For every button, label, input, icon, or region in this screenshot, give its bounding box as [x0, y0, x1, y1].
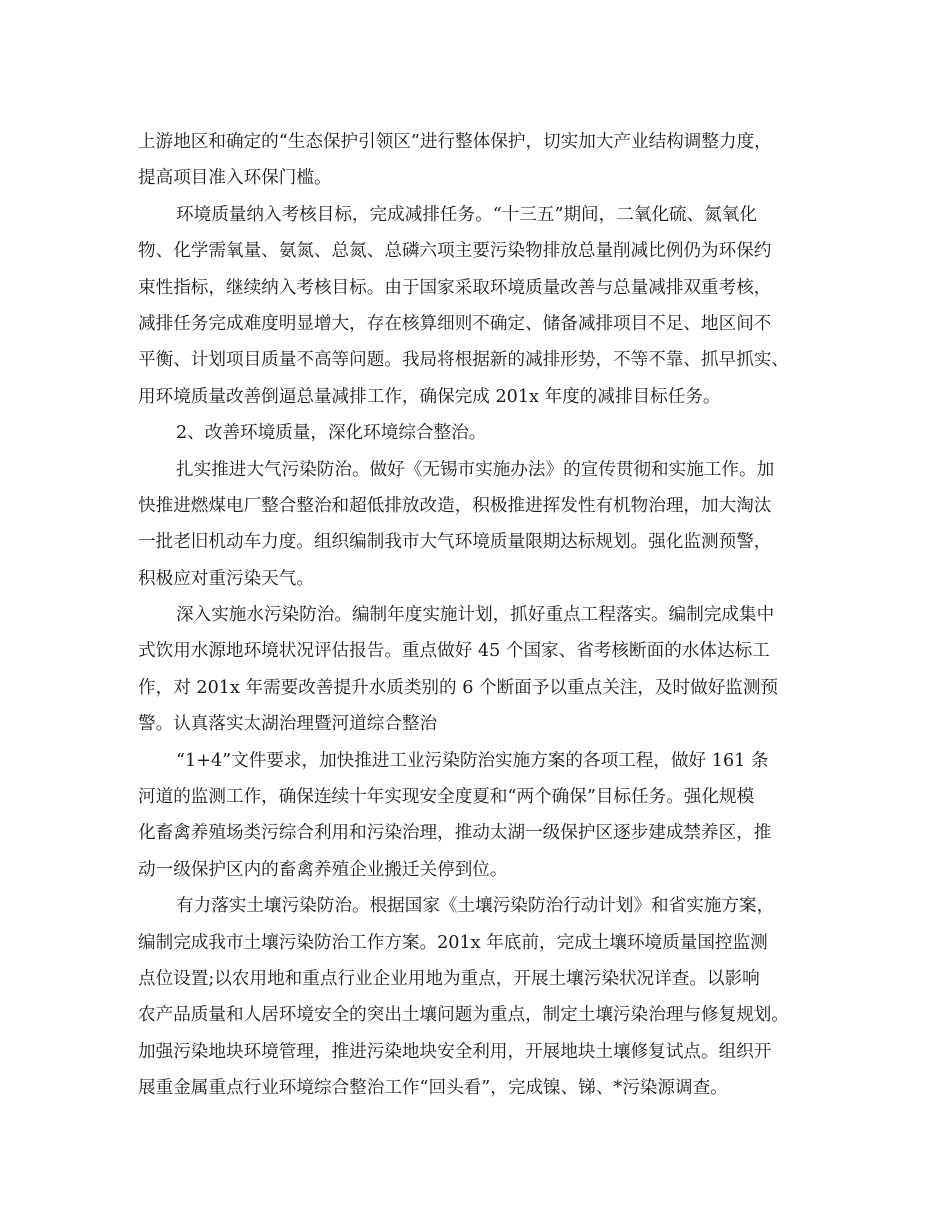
text-line: 用环境质量改善倒逼总量减排工作，确保完成 201x 年度的减排目标任务。: [138, 386, 721, 407]
text-line: 平衡、计划项目质量不高等问题。我局将根据新的减排形势，不等不靠、抓早抓实、: [138, 350, 789, 371]
text-line: 化畜禽养殖场类污综合利用和污染治理，推动太湖一级保护区逐步建成禁养区，推: [138, 823, 772, 844]
text-line: 一批老旧机动车力度。组织编制我市大气环境质量限期达标规划。强化监测预警，: [138, 532, 772, 553]
text-line: 减排任务完成难度明显增大，存在核算细则不确定、储备减排项目不足、地区间不: [138, 313, 772, 334]
text-line: 河道的监测工作，确保连续十年实现安全度夏和“两个确保”目标任务。强化规模: [138, 787, 755, 808]
text-line: 点位设置;以农用地和重点行业企业用地为重点，开展土壤污染状况详查。以影响: [138, 968, 760, 989]
text-line: 农产品质量和人居环境安全的突出土壤问题为重点，制定土壤污染治理与修复规划。: [138, 1005, 789, 1026]
text-line: 环境质量纳入考核目标，完成减排任务。“十三五”期间，二氧化硫、氮氧化: [176, 204, 757, 225]
text-line: 深入实施水污染防治。编制年度实施计划，抓好重点工程落实。编制完成集中: [176, 605, 775, 626]
text-line: 展重金属重点行业环境综合整治工作“回头看”，完成镍、锑、*污染源调查。: [138, 1078, 728, 1099]
document-body: [138, 124, 828, 1107]
text-line: 加强污染地块环境管理，推进污染地块安全利用，开展地块土壤修复试点。组织开: [138, 1041, 772, 1062]
text-line: 编制完成我市土壤污染防治工作方案。201x 年底前，完成土壤环境质量国控监测: [138, 932, 768, 953]
text-line: 式饮用水源地环境状况评估报告。重点做好 45 个国家、省考核断面的水体达标工: [138, 641, 770, 662]
text-line: 警。认真落实太湖治理暨河道综合整治: [138, 714, 438, 735]
text-line: 动一级保护区内的畜禽养殖企业搬迁关停到位。: [138, 859, 508, 880]
text-line: 提高项目准入环保门槛。: [138, 168, 332, 189]
text-line: 积极应对重污染天气。: [138, 568, 314, 589]
text-line: 上游地区和确定的“生态保护引领区”进行整体保护，切实加大产业结构调整力度，: [138, 132, 772, 152]
text-line: 有力落实土壤污染防治。根据国家《土壤污染防治行动计划》和省实施方案，: [176, 896, 775, 917]
text-line: “1+4”文件要求，加快推进工业污染防治实施方案的各项工程，做好 161 条: [176, 750, 769, 771]
section-heading: 2、改善环境质量，深化环境综合整治。: [176, 423, 487, 444]
text-line: 作，对 201x 年需要改善提升水质类别的 6 个断面予以重点关注，及时做好监测预: [138, 677, 779, 698]
text-line: 快推进燃煤电厂整合整治和超低排放改造，积极推进挥发性有机物治理，加大淘汰: [138, 495, 772, 516]
text-line: 扎实推进大气污染防治。做好《无锡市实施办法》的宣传贯彻和实施工作。加: [176, 459, 775, 480]
text-line: 束性指标，继续纳入考核目标。由于国家采取环境质量改善与总量减排双重考核，: [138, 277, 772, 298]
text-line: 物、化学需氧量、氨氮、总氮、总磷六项主要污染物排放总量削减比例仍为环保约: [138, 241, 772, 262]
